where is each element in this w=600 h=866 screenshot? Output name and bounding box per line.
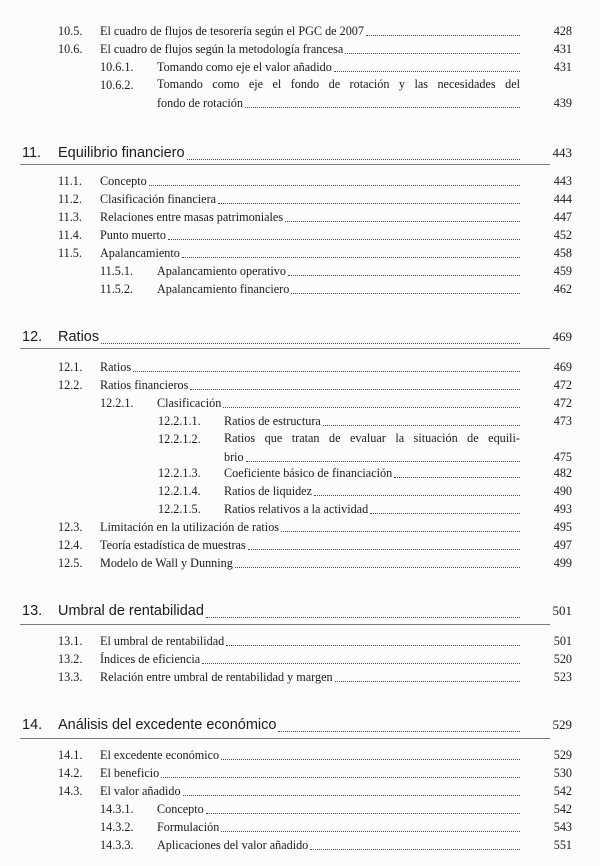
toc-entry: [58, 22, 572, 40]
toc-entry-title: Umbral de rentabilidad: [58, 603, 204, 619]
chapter-rule: [20, 624, 550, 625]
toc-entry-title: El umbral de rentabilidad: [100, 634, 225, 648]
toc-entry-number: 12.: [22, 329, 43, 345]
toc-entry-title: Análisis del excedente económico: [58, 717, 277, 733]
toc-entry: [58, 632, 572, 650]
dot-leader: [291, 279, 520, 294]
toc-entry-number: 11.5.1.: [100, 264, 134, 278]
toc-entry: [58, 208, 572, 226]
toc-entry-title: Equilibrio financiero: [58, 145, 185, 161]
toc-page-number: 469: [552, 329, 572, 344]
toc-page-number: 443: [552, 145, 572, 160]
dot-leader: [366, 21, 520, 36]
toc-entry-number: 11.2.: [58, 192, 82, 206]
toc-entry-number: 14.1.: [58, 748, 83, 762]
toc-entry-number: 11.4.: [58, 228, 82, 242]
dot-leader: [235, 553, 520, 568]
toc-page-number: 431: [553, 60, 572, 74]
toc-entry: [58, 190, 572, 208]
toc-entry-title: Ratios financieros: [100, 378, 189, 392]
dot-leader: [281, 517, 520, 532]
toc-entry-number: 14.3.3.: [100, 838, 134, 852]
toc-entry-title: Clasificación: [157, 396, 222, 410]
chapter-rule: [20, 348, 550, 349]
toc-entry: [100, 76, 572, 112]
toc-entry-title: El cuadro de flujos según la metodología francesa: [100, 42, 344, 56]
dot-leader: [278, 717, 520, 732]
toc-entry-title: Apalancamiento operativo: [157, 264, 286, 278]
toc-entry: [58, 554, 572, 572]
toc-entry-title: Apalancamiento: [100, 246, 180, 260]
toc-page-number: 501: [553, 634, 572, 648]
toc-page-number: 458: [553, 246, 572, 260]
dot-leader: [335, 667, 520, 682]
toc-entry-title: Concepto: [100, 174, 147, 188]
toc-entry-number: 12.4.: [58, 538, 83, 552]
toc-page-number: 472: [553, 378, 572, 392]
toc-entry-title: Ratios de estructura: [224, 414, 321, 428]
dot-leader: [161, 763, 520, 778]
toc-entry-number: 12.2.1.3.: [158, 466, 201, 480]
toc-entry-title: Relaciones entre masas patrimoniales: [100, 210, 284, 224]
toc-page-number: 495: [553, 520, 572, 534]
chapter-rule: [20, 738, 550, 739]
toc-entry-title: Ratios: [100, 360, 132, 374]
dot-leader: [187, 145, 520, 160]
toc-page-number: 529: [553, 748, 572, 762]
toc-entry: [58, 172, 572, 190]
toc-page-number: 499: [553, 556, 572, 570]
dot-leader: [218, 189, 520, 204]
dot-leader: [334, 57, 520, 72]
dot-leader: [206, 799, 520, 814]
dot-leader: [246, 447, 520, 462]
toc-entry-number: 10.6.2.: [100, 78, 134, 92]
toc-entry: [100, 836, 572, 854]
toc-entry-number: 11.5.2.: [100, 282, 134, 296]
chapter-rule: [20, 164, 550, 165]
dot-leader: [323, 411, 520, 426]
toc-entry-title: Tomando como eje el valor añadido: [157, 60, 332, 74]
toc-entry-number: 12.2.1.2.: [158, 432, 201, 446]
toc-entry-number: 10.5.: [58, 24, 83, 38]
toc-entry-number: 13.2.: [58, 652, 83, 666]
toc-entry: [58, 226, 572, 244]
toc-entry-title: Apalancamiento financiero: [157, 282, 290, 296]
toc-entry-title: Tomando como eje el fondo de rotación y las necesidades del: [157, 77, 520, 91]
toc-page-number: 523: [553, 670, 572, 684]
toc-chapter-entry: [22, 600, 572, 622]
toc-entry: [58, 376, 572, 394]
toc-page-number: 459: [553, 264, 572, 278]
toc-entry: [158, 430, 572, 466]
toc-chapter-entry: [22, 714, 572, 736]
toc-page-number: 428: [553, 24, 572, 38]
toc-page-number: 431: [553, 42, 572, 56]
toc-entry: [58, 358, 572, 376]
toc-entry-number: 12.2.1.1.: [158, 414, 201, 428]
toc-entry-title: Ratios que tratan de evaluar la situación de equili-: [224, 431, 520, 445]
toc-entry-title: Ratios relativos a la actividad: [224, 502, 369, 516]
toc-entry-number: 12.1.: [58, 360, 83, 374]
dot-leader: [202, 649, 520, 664]
dot-leader: [394, 463, 520, 478]
toc-entry: [158, 482, 572, 500]
toc-entry-title: Modelo de Wall y Dunning: [100, 556, 233, 570]
toc-entry: [100, 394, 572, 412]
toc-entry-title: Coeficiente básico de financiación: [224, 466, 393, 480]
dot-leader: [221, 817, 520, 832]
toc-page-number: 439: [553, 96, 572, 110]
toc-entry-number: 14.: [22, 717, 43, 733]
toc-entry: [158, 500, 572, 518]
toc-entry: [100, 800, 572, 818]
dot-leader: [310, 835, 520, 850]
toc-entry-number: 12.5.: [58, 556, 83, 570]
toc-entry-number: 14.3.2.: [100, 820, 134, 834]
toc-page-number: 473: [553, 414, 572, 428]
toc-page-number: 543: [553, 820, 572, 834]
toc-entry-title: Ratios de liquidez: [224, 484, 313, 498]
toc-entry-title: Aplicaciones del valor añadido: [157, 838, 309, 852]
toc-entry-number: 10.6.1.: [100, 60, 134, 74]
toc-entry: [158, 412, 572, 430]
toc-entry: [158, 464, 572, 482]
toc-page-number: 551: [553, 838, 572, 852]
toc-page-number: 501: [552, 603, 572, 618]
toc-page-number: 462: [553, 282, 572, 296]
toc-entry-title-continuation: fondo de rotación: [157, 96, 243, 110]
toc-entry-title: Ratios: [58, 329, 100, 345]
toc-page-number: 469: [553, 360, 572, 374]
toc-entry-title: Relación entre umbral de rentabilidad y margen: [100, 670, 333, 684]
toc-entry: [58, 518, 572, 536]
toc-page-number: 542: [553, 784, 572, 798]
dot-leader: [149, 171, 520, 186]
toc-entry-title: El cuadro de flujos de tesorería según el PGC de 2007: [100, 24, 364, 38]
toc-entry: [58, 244, 572, 262]
dot-leader: [206, 603, 520, 618]
toc-page-number: 482: [553, 466, 572, 480]
toc-entry: [100, 818, 572, 836]
toc-page-number: 530: [553, 766, 572, 780]
toc-entry-title: Índices de eficiencia: [100, 652, 201, 666]
toc-entry-title: Formulación: [157, 820, 220, 834]
toc-entry-title-continuation: brio: [224, 450, 244, 464]
toc-entry-number: 14.2.: [58, 766, 83, 780]
toc-entry-title: Teoría estadística de muestras: [100, 538, 246, 552]
dot-leader: [182, 243, 520, 258]
dot-leader: [133, 357, 520, 372]
toc-entry-number: 12.2.1.4.: [158, 484, 201, 498]
toc-entry: [58, 668, 572, 686]
toc-entry-title: Punto muerto: [100, 228, 167, 242]
toc-entry: [100, 58, 572, 76]
toc-page-number: 443: [553, 174, 572, 188]
toc-page-number: 490: [553, 484, 572, 498]
toc-entry: [58, 536, 572, 554]
toc-chapter-entry: [22, 326, 572, 348]
toc-chapter-entry: [22, 142, 572, 164]
dot-leader: [314, 481, 520, 496]
toc-entry-number: 14.3.1.: [100, 802, 134, 816]
toc-entry-title: Clasificación financiera: [100, 192, 217, 206]
toc-entry-number: 11.5.: [58, 246, 82, 260]
dot-leader: [101, 329, 520, 344]
toc-entry-number: 10.6.: [58, 42, 83, 56]
toc-entry-number: 12.2.1.: [100, 396, 134, 410]
toc-entry-number: 12.2.: [58, 378, 83, 392]
toc-page-number: 472: [553, 396, 572, 410]
toc-page-number: 542: [553, 802, 572, 816]
toc-entry-title: Limitación en la utilización de ratios: [100, 520, 280, 534]
dot-leader: [183, 781, 520, 796]
dot-leader: [223, 393, 520, 408]
toc-page-number: 520: [553, 652, 572, 666]
toc-entry-number: 13.1.: [58, 634, 83, 648]
toc-entry: [58, 40, 572, 58]
toc-entry-number: 12.3.: [58, 520, 83, 534]
toc-page-number: 497: [553, 538, 572, 552]
toc-entry-title: Concepto: [157, 802, 204, 816]
toc-entry-number: 11.3.: [58, 210, 82, 224]
dot-leader: [245, 93, 520, 108]
dot-leader: [285, 207, 520, 222]
dot-leader: [288, 261, 520, 276]
toc-page-number: 444: [553, 192, 572, 206]
toc-page-number: 447: [553, 210, 572, 224]
toc-entry: [100, 280, 572, 298]
toc-entry-number: 11.1.: [58, 174, 82, 188]
dot-leader: [221, 745, 520, 760]
toc-page-number: 452: [553, 228, 572, 242]
toc-page-number: 529: [552, 717, 572, 732]
toc-page-number: 475: [553, 450, 572, 464]
toc-entry: [100, 262, 572, 280]
dot-leader: [370, 499, 520, 514]
dot-leader: [190, 375, 520, 390]
toc-entry-number: 13.3.: [58, 670, 83, 684]
toc-entry-number: 11.: [22, 145, 42, 161]
toc-entry-number: 13.: [22, 603, 43, 619]
toc-entry-number: 12.2.1.5.: [158, 502, 201, 516]
toc-entry: [58, 650, 572, 668]
toc-entry: [58, 764, 572, 782]
dot-leader: [226, 631, 520, 646]
toc-entry: [58, 782, 572, 800]
toc-entry-title: El valor añadido: [100, 784, 181, 798]
dot-leader: [168, 225, 520, 240]
toc-entry: [58, 746, 572, 764]
dot-leader: [248, 535, 520, 550]
dot-leader: [345, 39, 520, 54]
toc-page-number: 493: [553, 502, 572, 516]
toc-entry-title: El excedente económico: [100, 748, 220, 762]
toc-entry-number: 14.3.: [58, 784, 83, 798]
toc-entry-title: El beneficio: [100, 766, 160, 780]
